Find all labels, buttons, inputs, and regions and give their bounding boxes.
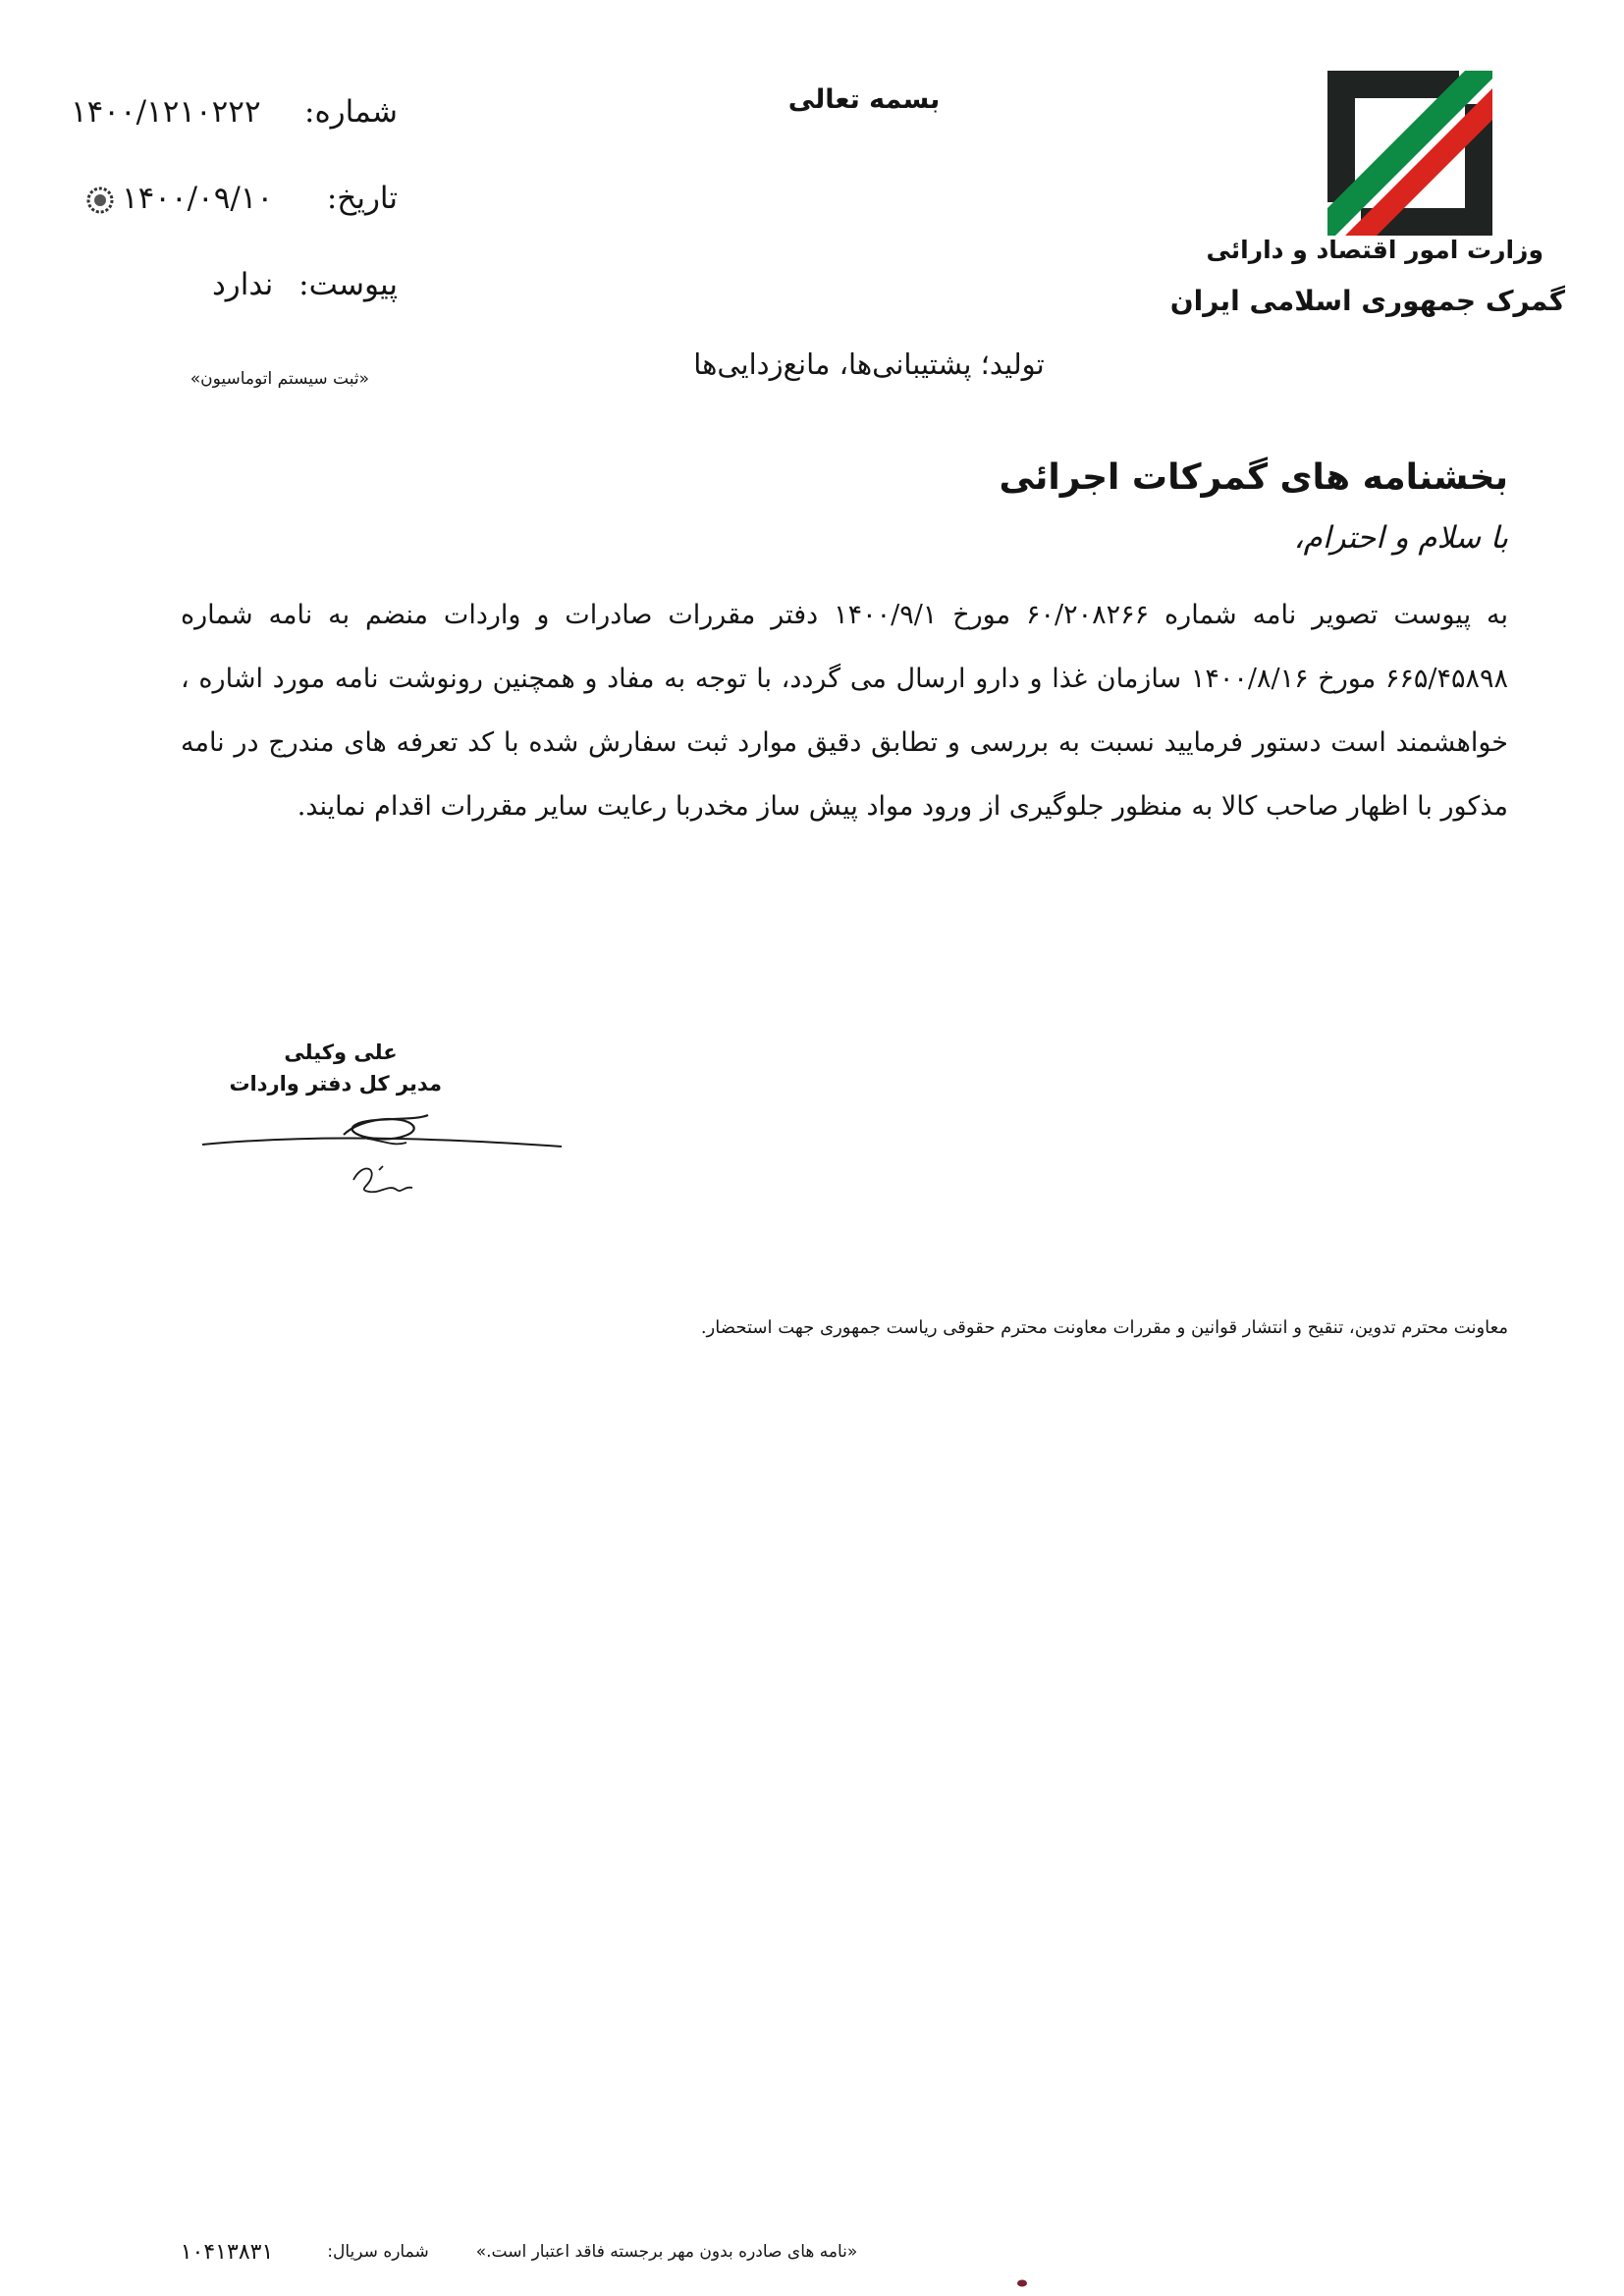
copy-recipient-line: معاونت محترم تدوین، تنقیح و انتشار قوانین و مقررات معاونت محترم حقوقی ریاست جمهوری جهت استحضار. [700, 1317, 1508, 1338]
document-title: بخشنامه های گمرکات اجرائی [999, 457, 1508, 498]
ink-mark [1017, 2279, 1027, 2287]
customs-organization-name: گمرک جمهوری اسلامی ایران [1169, 285, 1565, 317]
ministry-name: وزارت امور اقتصاد و دارائی [1206, 236, 1543, 264]
validity-footer-note: «نامه های صادره بدون مهر برجسته فاقد اعتبار است.» [475, 2242, 858, 2262]
attachment-value: ندارد [212, 267, 274, 302]
letter-number-label: شماره: [304, 94, 398, 130]
letter-date-row [59, 181, 398, 232]
customs-logo [1327, 71, 1492, 236]
letter-number-row [59, 94, 398, 145]
letter-date-label: تاریخ: [326, 181, 398, 216]
automation-system-note: «ثبت سیستم اتوماسیون» [189, 369, 369, 389]
greeting: با سلام و احترام، [1293, 520, 1508, 556]
handwritten-signature [196, 1107, 569, 1205]
body-paragraph: به پیوست تصویر نامه شماره ۶۰/۲۰۸۲۶۶ مورخ ۱۴۰۰/۹/۱ دفتر مقررات صادرات و واردات منضم به نامه شماره ۶۶۵/۴۵۸۹۸ مورخ ۱۴۰۰/۸/۱۶ سازمان غذا و دارو ارسال می گردد، با توجه به مفاد و همچنین رونوشت نامه مورد اشاره ، خواهشمند است دستور فرمایید نسبت به بررسی و تطابق دقیق موارد ثبت سفارش شده با کد تعرفه های مندرج در نامه مذکور با اظهار صاحب کالا به منظور جلوگیری از ورود مواد پیش ساز مخدربا رعایت سایر مقررات اقدام نمایند. [181, 600, 1508, 822]
signer-name: علی وکیلی [284, 1041, 398, 1064]
signer-title: مدیر کل دفتر واردات [229, 1072, 442, 1095]
serial-number-value: ۱۰۴۱۳۸۳۱ [180, 2240, 274, 2265]
attachment-row [59, 267, 398, 318]
letter-number-value: ۱۴۰۰/۱۲۱۰۲۲۲ [71, 94, 261, 130]
attachment-label: پیوست: [298, 267, 398, 302]
logo-frame [1327, 71, 1459, 202]
subject-line: تولید؛ پشتیبانی‌ها، مانع‌زدایی‌ها [693, 347, 1045, 381]
basmala-heading: بسمه تعالی [787, 84, 941, 115]
seal-icon [86, 187, 114, 214]
letter-date-value: ۱۴۰۰/۰۹/۱۰ [122, 181, 274, 216]
serial-number-label: شماره سریال: [327, 2242, 429, 2262]
